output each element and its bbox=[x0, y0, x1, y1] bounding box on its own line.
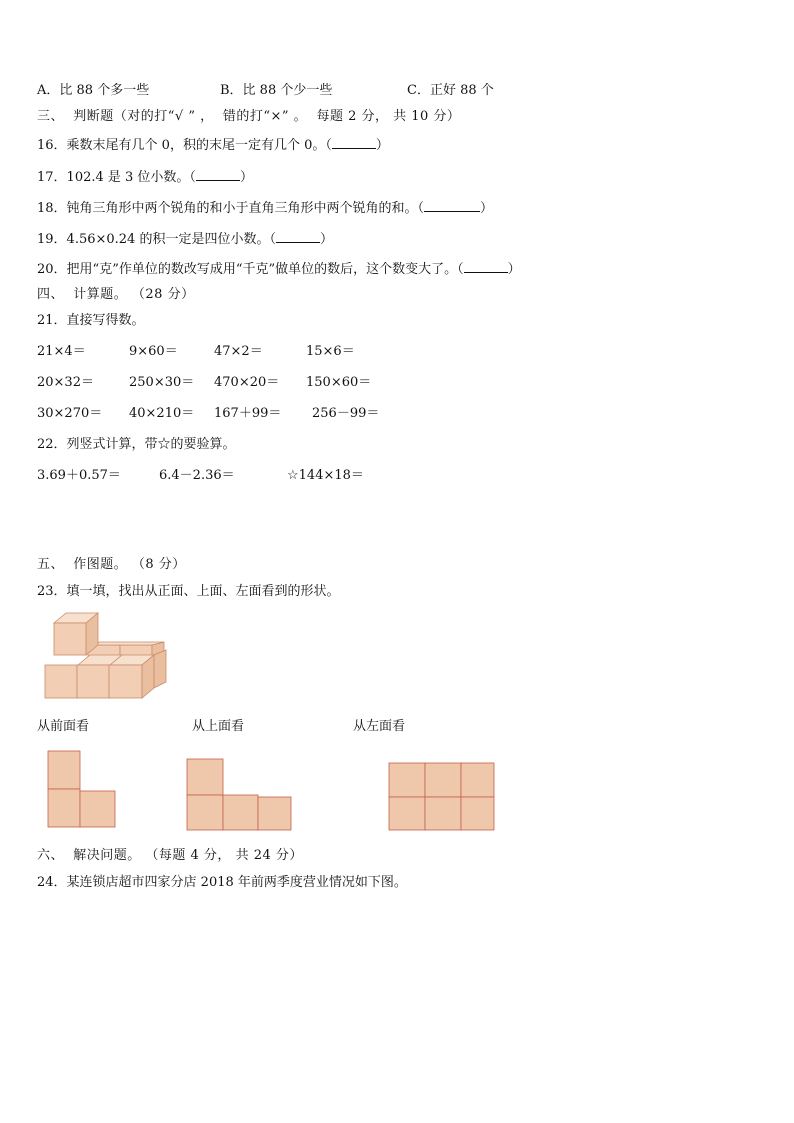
answer-blank-16[interactable] bbox=[332, 136, 376, 149]
calc-item: 150×60＝ bbox=[306, 375, 372, 390]
q23-title: 23．填一填，找出从正面、上面、左面看到的形状。 bbox=[37, 584, 340, 599]
judge-20-text: 20．把用“克”作单位的数改写成用“千克”做单位的数后，这个数变大了。（ bbox=[37, 262, 464, 277]
vertical-calc-item: 6.4－2.36＝ bbox=[159, 468, 235, 483]
calc-item: 9×60＝ bbox=[129, 344, 178, 359]
calc-item: 20×32＝ bbox=[37, 375, 94, 390]
calc-item: 470×20＝ bbox=[214, 375, 280, 390]
section-3-heading: 三、 判断题（对的打“√ ” ， 错的打“×” 。 每题 2 分， 共 10 分） bbox=[37, 109, 461, 124]
judge-question-16 bbox=[37, 136, 389, 154]
judge-16-close: ） bbox=[375, 138, 389, 153]
judge-question-19 bbox=[37, 230, 333, 248]
vertical-calc-item: ☆144×18＝ bbox=[287, 468, 364, 483]
left-view-shape bbox=[388, 762, 498, 832]
q21-title: 21．直接写得数。 bbox=[37, 313, 145, 328]
judge-18-close: ） bbox=[480, 201, 494, 216]
calc-item: 21×4＝ bbox=[37, 344, 86, 359]
calc-item: 250×30＝ bbox=[129, 375, 195, 390]
calc-item: 256－99＝ bbox=[312, 406, 380, 421]
answer-blank-17[interactable] bbox=[196, 168, 240, 181]
calc-item: 40×210＝ bbox=[129, 406, 195, 421]
front-view-shape bbox=[47, 750, 119, 830]
answer-blank-18[interactable] bbox=[424, 199, 480, 212]
judge-question-17 bbox=[37, 168, 253, 186]
judge-19-close: ） bbox=[319, 232, 333, 247]
q24-title: 24．某连锁店超市四家分店 2018 年前两季度营业情况如下图。 bbox=[37, 875, 407, 890]
judge-17-text: 17．102.4 是 3 位小数。（ bbox=[37, 170, 196, 185]
calc-item: 15×6＝ bbox=[306, 344, 355, 359]
top-view-shape bbox=[186, 758, 296, 832]
view-label-front: 从前面看 bbox=[37, 719, 90, 734]
section-4-heading: 四、 计算题。 （28 分） bbox=[37, 287, 195, 302]
judge-question-18 bbox=[37, 199, 493, 217]
judge-19-text: 19．4.56×0.24 的积一定是四位小数。（ bbox=[37, 232, 276, 247]
view-label-top: 从上面看 bbox=[192, 719, 245, 734]
answer-blank-19[interactable] bbox=[276, 230, 320, 243]
judge-18-text: 18．钝角三角形中两个锐角的和小于直角三角形中两个锐角的和。（ bbox=[37, 201, 425, 216]
calc-item: 30×270＝ bbox=[37, 406, 103, 421]
calc-item: 47×2＝ bbox=[214, 344, 263, 359]
vertical-calc-item: 3.69＋0.57＝ bbox=[37, 468, 121, 483]
option-b: B．比 88 个少一些 bbox=[220, 83, 333, 98]
view-label-left: 从左面看 bbox=[353, 719, 406, 734]
section-6-heading: 六、 解决问题。 （每题 4 分， 共 24 分） bbox=[37, 848, 303, 863]
section-5-heading: 五、 作图题。 （8 分） bbox=[37, 557, 186, 572]
cube-stack-figure bbox=[40, 610, 180, 700]
q22-title: 22．列竖式计算，带☆的要验算。 bbox=[37, 437, 236, 452]
answer-blank-20[interactable] bbox=[464, 260, 508, 273]
option-c: C．正好 88 个 bbox=[407, 83, 494, 98]
calc-item: 167＋99＝ bbox=[214, 406, 282, 421]
judge-16-text: 16．乘数末尾有几个 0，积的末尾一定有几个 0。（ bbox=[37, 138, 332, 153]
judge-17-close: ） bbox=[239, 170, 253, 185]
judge-20-close: ） bbox=[507, 262, 521, 277]
judge-question-20 bbox=[37, 260, 521, 278]
option-a: A．比 88 个多一些 bbox=[37, 83, 150, 98]
